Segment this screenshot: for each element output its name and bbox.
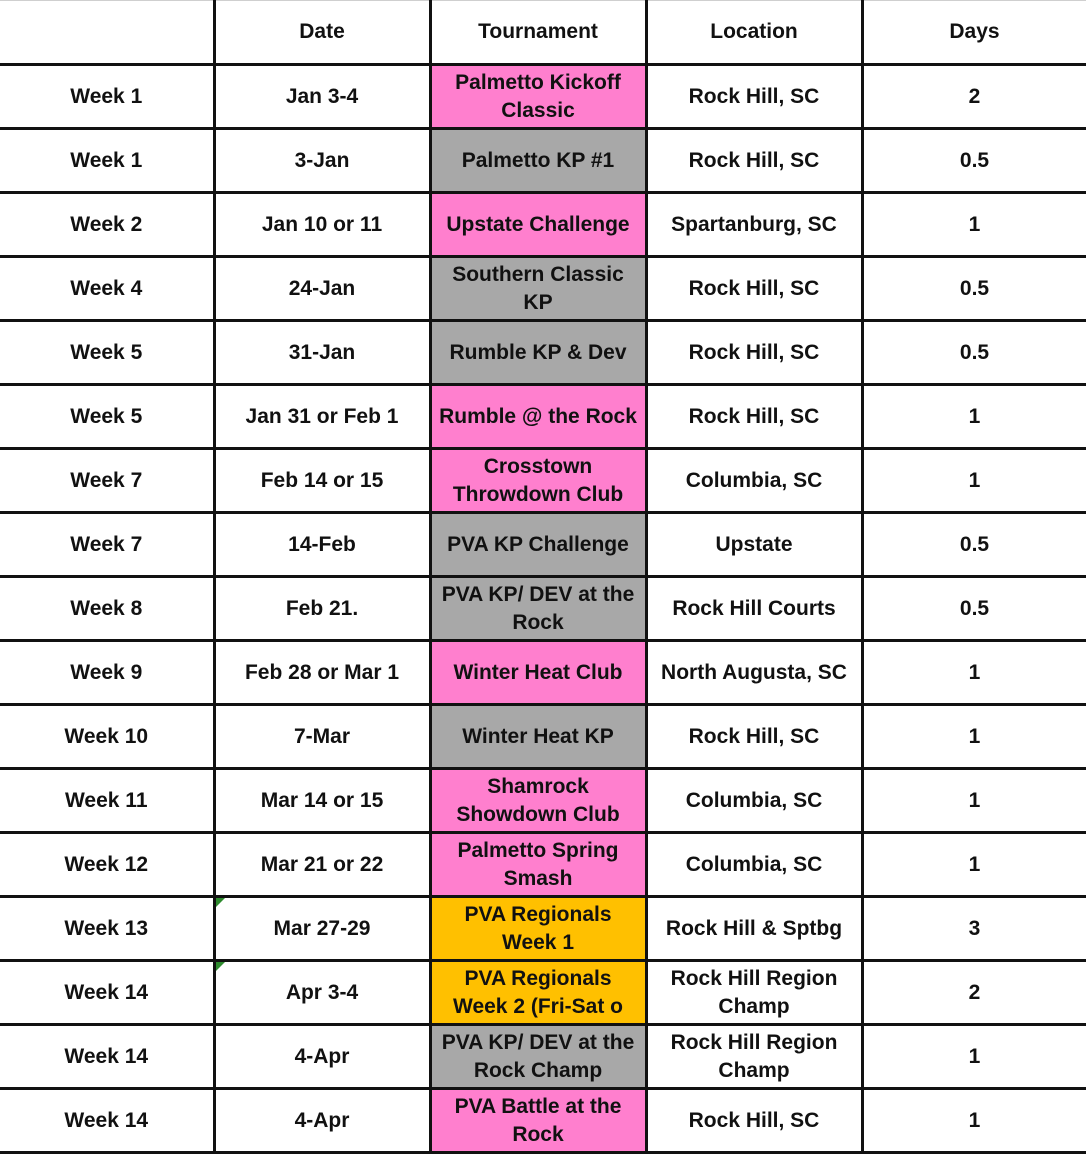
tournament-cell[interactable]: Palmetto Spring Smash — [430, 833, 646, 897]
days-cell[interactable]: 0.5 — [862, 129, 1086, 193]
location-cell[interactable]: Columbia, SC — [646, 769, 862, 833]
days-cell[interactable]: 3 — [862, 897, 1086, 961]
location-cell[interactable]: Rock Hill, SC — [646, 65, 862, 129]
date-cell[interactable]: 14-Feb — [214, 513, 430, 577]
table-row — [0, 1089, 1086, 1153]
location-cell[interactable]: Rock Hill, SC — [646, 321, 862, 385]
tournament-cell[interactable]: PVA KP/ DEV at the Rock — [430, 577, 646, 641]
location-cell[interactable]: Columbia, SC — [646, 449, 862, 513]
table-row — [0, 961, 1086, 1025]
days-cell[interactable]: 0.5 — [862, 321, 1086, 385]
week-cell[interactable]: Week 13 — [0, 897, 214, 961]
tournament-cell[interactable]: Winter Heat KP — [430, 705, 646, 769]
location-cell[interactable]: Rock Hill, SC — [646, 1089, 862, 1153]
days-cell[interactable]: 2 — [862, 961, 1086, 1025]
date-cell[interactable]: 31-Jan — [214, 321, 430, 385]
header-date[interactable]: Date — [214, 1, 430, 65]
date-cell[interactable]: Mar 14 or 15 — [214, 769, 430, 833]
location-cell[interactable]: Rock Hill Region Champ — [646, 1025, 862, 1089]
week-cell[interactable]: Week 7 — [0, 449, 214, 513]
date-cell[interactable]: 4-Apr — [214, 1089, 430, 1153]
days-cell[interactable]: 1 — [862, 705, 1086, 769]
week-cell[interactable]: Week 14 — [0, 961, 214, 1025]
table-row — [0, 513, 1086, 577]
location-cell[interactable]: Rock Hill, SC — [646, 257, 862, 321]
week-cell[interactable]: Week 9 — [0, 641, 214, 705]
header-row — [0, 1, 1086, 65]
tournament-cell[interactable]: Winter Heat Club — [430, 641, 646, 705]
days-cell[interactable]: 1 — [862, 193, 1086, 257]
days-cell[interactable]: 1 — [862, 641, 1086, 705]
location-cell[interactable]: Columbia, SC — [646, 833, 862, 897]
table-row — [0, 705, 1086, 769]
header-days[interactable]: Days — [862, 1, 1086, 65]
table-row — [0, 897, 1086, 961]
date-cell[interactable]: 4-Apr — [214, 1025, 430, 1089]
table-row — [0, 321, 1086, 385]
table-row — [0, 833, 1086, 897]
date-cell[interactable]: Feb 21. — [214, 577, 430, 641]
week-cell[interactable]: Week 14 — [0, 1089, 214, 1153]
location-cell[interactable]: Upstate — [646, 513, 862, 577]
week-cell[interactable]: Week 1 — [0, 129, 214, 193]
location-cell[interactable]: Rock Hill, SC — [646, 129, 862, 193]
days-cell[interactable]: 1 — [862, 449, 1086, 513]
tournament-cell[interactable]: PVA Battle at the Rock — [430, 1089, 646, 1153]
table-row — [0, 129, 1086, 193]
table-row — [0, 449, 1086, 513]
week-cell[interactable]: Week 4 — [0, 257, 214, 321]
tournament-cell[interactable]: Rumble KP & Dev — [430, 321, 646, 385]
days-cell[interactable]: 1 — [862, 1025, 1086, 1089]
date-cell[interactable]: 24-Jan — [214, 257, 430, 321]
date-cell[interactable]: Apr 3-4 — [214, 961, 430, 1025]
tournament-cell[interactable]: PVA Regionals Week 2 (Fri-Sat o — [430, 961, 646, 1025]
header-tournament[interactable]: Tournament — [430, 1, 646, 65]
week-cell[interactable]: Week 10 — [0, 705, 214, 769]
table-row — [0, 385, 1086, 449]
header-week[interactable] — [0, 1, 214, 65]
tournament-cell[interactable]: PVA KP/ DEV at the Rock Champ — [430, 1025, 646, 1089]
location-cell[interactable]: Rock Hill & Sptbg — [646, 897, 862, 961]
days-cell[interactable]: 2 — [862, 65, 1086, 129]
tournament-cell[interactable]: PVA KP Challenge — [430, 513, 646, 577]
week-cell[interactable]: Week 11 — [0, 769, 214, 833]
date-cell[interactable]: 3-Jan — [214, 129, 430, 193]
table-row — [0, 577, 1086, 641]
date-cell[interactable]: Jan 10 or 11 — [214, 193, 430, 257]
location-cell[interactable]: Rock Hill Region Champ — [646, 961, 862, 1025]
tournament-cell[interactable]: Shamrock Showdown Club — [430, 769, 646, 833]
table-row — [0, 769, 1086, 833]
week-cell[interactable]: Week 2 — [0, 193, 214, 257]
tournament-cell[interactable]: Rumble @ the Rock — [430, 385, 646, 449]
week-cell[interactable]: Week 8 — [0, 577, 214, 641]
location-cell[interactable]: Rock Hill Courts — [646, 577, 862, 641]
tournament-cell[interactable]: Southern Classic KP — [430, 257, 646, 321]
date-cell[interactable]: 7-Mar — [214, 705, 430, 769]
days-cell[interactable]: 0.5 — [862, 577, 1086, 641]
week-cell[interactable]: Week 12 — [0, 833, 214, 897]
date-cell[interactable]: Mar 27-29 — [214, 897, 430, 961]
date-cell[interactable]: Jan 31 or Feb 1 — [214, 385, 430, 449]
date-cell[interactable]: Mar 21 or 22 — [214, 833, 430, 897]
table-row — [0, 641, 1086, 705]
location-cell[interactable]: Rock Hill, SC — [646, 705, 862, 769]
table-row — [0, 193, 1086, 257]
table-row — [0, 1025, 1086, 1089]
week-cell[interactable]: Week 14 — [0, 1025, 214, 1089]
date-cell[interactable]: Feb 14 or 15 — [214, 449, 430, 513]
week-cell[interactable]: Week 1 — [0, 65, 214, 129]
location-cell[interactable]: Rock Hill, SC — [646, 385, 862, 449]
date-cell[interactable]: Feb 28 or Mar 1 — [214, 641, 430, 705]
tournament-cell[interactable]: Upstate Challenge — [430, 193, 646, 257]
tournament-cell[interactable]: Palmetto Kickoff Classic — [430, 65, 646, 129]
location-cell[interactable]: Spartanburg, SC — [646, 193, 862, 257]
days-cell[interactable]: 1 — [862, 385, 1086, 449]
header-location[interactable]: Location — [646, 1, 862, 65]
tournament-cell[interactable]: PVA Regionals Week 1 — [430, 897, 646, 961]
days-cell[interactable]: 1 — [862, 833, 1086, 897]
week-cell[interactable]: Week 5 — [0, 321, 214, 385]
days-cell[interactable]: 1 — [862, 1089, 1086, 1153]
week-cell[interactable]: Week 5 — [0, 385, 214, 449]
location-cell[interactable]: North Augusta, SC — [646, 641, 862, 705]
date-cell[interactable]: Jan 3-4 — [214, 65, 430, 129]
days-cell[interactable]: 0.5 — [862, 513, 1086, 577]
table-row — [0, 65, 1086, 129]
tournament-cell[interactable]: Palmetto KP #1 — [430, 129, 646, 193]
week-cell[interactable]: Week 7 — [0, 513, 214, 577]
days-cell[interactable]: 1 — [862, 769, 1086, 833]
tournament-cell[interactable]: Crosstown Throwdown Club — [430, 449, 646, 513]
days-cell[interactable]: 0.5 — [862, 257, 1086, 321]
table-row — [0, 257, 1086, 321]
